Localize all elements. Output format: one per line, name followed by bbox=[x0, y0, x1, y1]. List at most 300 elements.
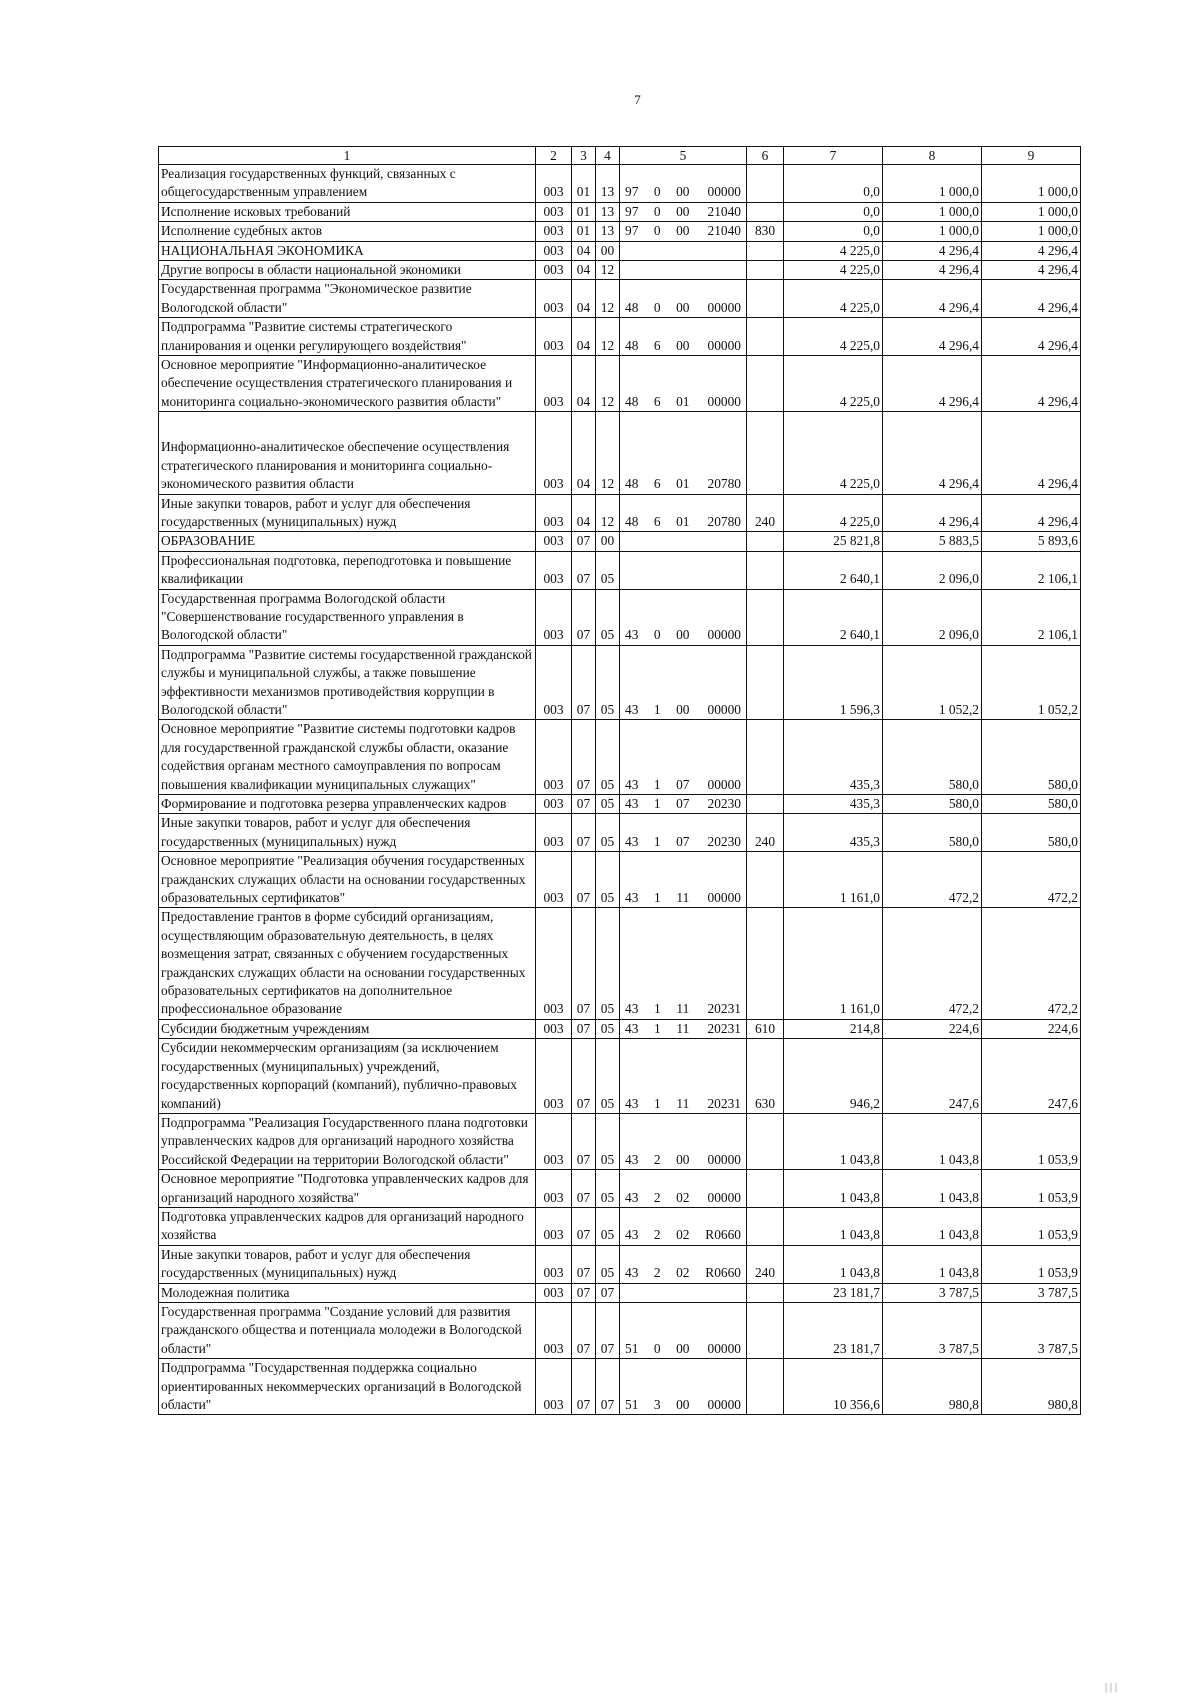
row-description-text: Субсидии некоммерческим организациям (за исключением государственных (муниципальных) учреждений, государственных корпораций (компаний), публично-правовых компаний) bbox=[161, 1040, 517, 1111]
row-description-text: Подпрограмма "Развитие системы государственной гражданской службы и муниципальной службы, а также повышение эффективности механизмов противодействия коррупции в Вологодской области" bbox=[161, 646, 532, 717]
amount-col-9: 1 052,2 bbox=[982, 645, 1081, 720]
row-description-text: Предоставление грантов в форме субсидий организациям, осуществляющим образовательную деятельность, в целях возмещения затрат, связанных с обучением государственных гражданских служащих области на основании государственных образовательных сертификатов на дополнительное профессиональное образование bbox=[161, 909, 526, 1017]
amount-col-7: 1 043,8 bbox=[784, 1245, 883, 1283]
header-col-8: 8 bbox=[883, 147, 982, 165]
amount-col-7: 4 225,0 bbox=[784, 241, 883, 260]
amount-col-9: 224,6 bbox=[982, 1019, 1081, 1038]
table-body bbox=[159, 165, 1081, 1415]
target-article-segment: 2 bbox=[653, 1151, 661, 1167]
row-description bbox=[159, 412, 536, 494]
header-col-4: 4 bbox=[596, 147, 620, 165]
target-article-segment: 11 bbox=[676, 1001, 690, 1017]
target-article-segment: 1 bbox=[653, 701, 661, 717]
amount-col-8: 2 096,0 bbox=[883, 589, 982, 645]
target-article-segment: 97 bbox=[625, 223, 639, 239]
ministry-code: 003 bbox=[536, 795, 572, 814]
expense-type-code bbox=[747, 1302, 784, 1358]
table-row bbox=[159, 908, 1081, 1019]
target-article-segment: 6 bbox=[653, 476, 661, 492]
target-article-segment: 97 bbox=[625, 184, 639, 200]
target-article-segment: 1 bbox=[654, 890, 661, 906]
ministry-code: 003 bbox=[536, 852, 572, 908]
subsection-code: 05 bbox=[596, 1039, 620, 1114]
amount-col-9: 1 053,9 bbox=[982, 1170, 1081, 1208]
target-article-segments bbox=[622, 795, 744, 813]
target-article-segment: 0 bbox=[653, 223, 661, 239]
amount-col-9: 4 296,4 bbox=[982, 280, 1081, 318]
ministry-code: 003 bbox=[536, 532, 572, 551]
target-article-code bbox=[620, 165, 747, 203]
target-article-code bbox=[620, 202, 747, 221]
expense-type-code: 630 bbox=[747, 1039, 784, 1114]
amount-col-7: 4 225,0 bbox=[784, 318, 883, 356]
amount-col-7: 2 640,1 bbox=[784, 589, 883, 645]
target-article-code bbox=[620, 241, 747, 260]
row-description-text: Подпрограмма "Реализация Государственного плана подготовки управленческих кадров для организаций народного хозяйства Российской Федерации на территории Вологодской области" bbox=[161, 1114, 528, 1167]
amount-col-8: 1 000,0 bbox=[883, 222, 982, 241]
subsection-code: 13 bbox=[596, 202, 620, 221]
target-article-segments bbox=[622, 889, 744, 907]
target-article-segment: 00 bbox=[676, 701, 690, 717]
row-description bbox=[159, 908, 536, 1019]
amount-col-7: 2 640,1 bbox=[784, 551, 883, 589]
target-article-segment: 00 bbox=[676, 203, 690, 219]
section-code: 07 bbox=[572, 1302, 596, 1358]
amount-col-9: 2 106,1 bbox=[982, 589, 1081, 645]
row-description-text: Молодежная политика bbox=[161, 1284, 290, 1300]
subsection-code: 13 bbox=[596, 222, 620, 241]
subsection-code: 05 bbox=[596, 908, 620, 1019]
target-article-segment: 00 bbox=[676, 337, 690, 353]
amount-col-7: 4 225,0 bbox=[784, 412, 883, 494]
row-description-text: Иные закупки товаров, работ и услуг для обеспечения государственных (муниципальных) нужд bbox=[161, 495, 471, 529]
section-code: 07 bbox=[572, 1359, 596, 1415]
target-article-segment: 20230 bbox=[707, 796, 741, 811]
target-article-code bbox=[620, 1039, 747, 1114]
target-article-segment: 51 bbox=[625, 1340, 639, 1356]
section-code: 04 bbox=[572, 280, 596, 318]
amount-col-7: 4 225,0 bbox=[784, 261, 883, 280]
ministry-code: 003 bbox=[536, 1019, 572, 1038]
target-article-segment: 07 bbox=[676, 796, 690, 811]
target-article-segment: 43 bbox=[625, 1189, 639, 1205]
expense-type-code bbox=[747, 280, 784, 318]
expense-type-code bbox=[747, 551, 784, 589]
target-article-segment: 02 bbox=[676, 1189, 690, 1205]
amount-col-8: 1 043,8 bbox=[883, 1207, 982, 1245]
section-code: 04 bbox=[572, 494, 596, 532]
target-article-segments bbox=[622, 626, 744, 644]
target-article-segments bbox=[622, 203, 744, 221]
target-article-code bbox=[620, 1302, 747, 1358]
target-article-segment: R0660 bbox=[705, 1227, 741, 1243]
section-code: 07 bbox=[572, 1245, 596, 1283]
target-article-code bbox=[620, 261, 747, 280]
expense-type-code: 240 bbox=[747, 1245, 784, 1283]
target-article-segment: 11 bbox=[676, 1020, 690, 1036]
table-header-row bbox=[159, 147, 1081, 165]
table-row bbox=[159, 795, 1081, 814]
target-article-code bbox=[620, 532, 747, 551]
amount-col-7: 4 225,0 bbox=[784, 280, 883, 318]
amount-col-9: 1 053,9 bbox=[982, 1245, 1081, 1283]
target-article-code bbox=[620, 1283, 747, 1302]
expense-type-code bbox=[747, 852, 784, 908]
ministry-code: 003 bbox=[536, 412, 572, 494]
target-article-segment: 01 bbox=[676, 393, 690, 409]
amount-col-7: 4 225,0 bbox=[784, 494, 883, 532]
section-code: 07 bbox=[572, 1170, 596, 1208]
amount-col-8: 472,2 bbox=[883, 908, 982, 1019]
subsection-code: 05 bbox=[596, 1113, 620, 1169]
target-article-segment: 00000 bbox=[707, 1151, 741, 1167]
table-row bbox=[159, 645, 1081, 720]
target-article-code bbox=[620, 280, 747, 318]
amount-col-9: 1 000,0 bbox=[982, 202, 1081, 221]
target-article-segment: 1 bbox=[654, 1020, 661, 1036]
ministry-code: 003 bbox=[536, 494, 572, 532]
target-article-segment: 00 bbox=[676, 1340, 690, 1356]
header-col-2: 2 bbox=[536, 147, 572, 165]
target-article-segment: 00000 bbox=[707, 299, 741, 315]
header-col-5: 5 bbox=[620, 147, 747, 165]
target-article-code bbox=[620, 852, 747, 908]
amount-col-9: 3 787,5 bbox=[982, 1283, 1081, 1302]
amount-col-9: 580,0 bbox=[982, 795, 1081, 814]
amount-col-8: 472,2 bbox=[883, 852, 982, 908]
subsection-code: 12 bbox=[596, 356, 620, 412]
target-article-code bbox=[620, 908, 747, 1019]
amount-col-7: 0,0 bbox=[784, 202, 883, 221]
amount-col-8: 1 052,2 bbox=[883, 645, 982, 720]
amount-col-8: 4 296,4 bbox=[883, 241, 982, 260]
ministry-code: 003 bbox=[536, 551, 572, 589]
amount-col-7: 1 043,8 bbox=[784, 1207, 883, 1245]
target-article-segment: 48 bbox=[625, 337, 639, 353]
target-article-code bbox=[620, 412, 747, 494]
row-description-text: Субсидии бюджетным учреждениям bbox=[161, 1020, 370, 1036]
subsection-code: 05 bbox=[596, 589, 620, 645]
amount-col-9: 472,2 bbox=[982, 852, 1081, 908]
row-description bbox=[159, 1113, 536, 1169]
table-row bbox=[159, 412, 1081, 494]
row-description-text: Информационно-аналитическое обеспечение осуществления стратегического планирования и мониторинга социально-экономического развития области bbox=[161, 439, 510, 492]
header-col-1: 1 bbox=[159, 147, 536, 165]
section-code: 07 bbox=[572, 1113, 596, 1169]
subsection-code: 07 bbox=[596, 1283, 620, 1302]
header-col-9: 9 bbox=[982, 147, 1081, 165]
table-row bbox=[159, 202, 1081, 221]
amount-col-8: 247,6 bbox=[883, 1039, 982, 1114]
row-description bbox=[159, 1170, 536, 1208]
table-row bbox=[159, 589, 1081, 645]
target-article-segments bbox=[622, 776, 744, 794]
scan-artifact: ||| bbox=[1104, 1682, 1120, 1693]
row-description-text: Подготовка управленческих кадров для организаций народного хозяйства bbox=[161, 1208, 524, 1243]
target-article-segment: 6 bbox=[653, 337, 661, 353]
ministry-code: 003 bbox=[536, 720, 572, 795]
target-article-segment: 43 bbox=[625, 701, 639, 717]
target-article-segments bbox=[622, 1095, 744, 1113]
amount-col-8: 224,6 bbox=[883, 1019, 982, 1038]
target-article-segment: 01 bbox=[676, 513, 690, 529]
section-code: 07 bbox=[572, 814, 596, 852]
table-row bbox=[159, 1359, 1081, 1415]
row-description-text: Другие вопросы в области национальной экономики bbox=[161, 262, 461, 278]
expense-type-code bbox=[747, 318, 784, 356]
amount-col-8: 4 296,4 bbox=[883, 412, 982, 494]
target-article-segment: 00000 bbox=[707, 1340, 741, 1356]
subsection-code: 05 bbox=[596, 1207, 620, 1245]
table-row bbox=[159, 1245, 1081, 1283]
table-row bbox=[159, 222, 1081, 241]
amount-col-9: 4 296,4 bbox=[982, 241, 1081, 260]
target-article-segment: 6 bbox=[653, 393, 661, 409]
section-code: 04 bbox=[572, 412, 596, 494]
target-article-segment: 00000 bbox=[707, 184, 741, 200]
section-code: 01 bbox=[572, 222, 596, 241]
target-article-segments bbox=[622, 1020, 744, 1038]
table-row bbox=[159, 1039, 1081, 1114]
ministry-code: 003 bbox=[536, 814, 572, 852]
subsection-code: 00 bbox=[596, 241, 620, 260]
table-row bbox=[159, 852, 1081, 908]
target-article-segment: 11 bbox=[676, 1095, 690, 1111]
target-article-segment: 1 bbox=[653, 776, 661, 792]
amount-col-9: 5 893,6 bbox=[982, 532, 1081, 551]
row-description bbox=[159, 494, 536, 532]
table-row bbox=[159, 1170, 1081, 1208]
target-article-segment: 20230 bbox=[707, 833, 741, 849]
section-code: 07 bbox=[572, 720, 596, 795]
section-code: 07 bbox=[572, 1019, 596, 1038]
target-article-segment: 48 bbox=[625, 393, 639, 409]
target-article-code bbox=[620, 1245, 747, 1283]
amount-col-9: 472,2 bbox=[982, 908, 1081, 1019]
target-article-code bbox=[620, 222, 747, 241]
target-article-code bbox=[620, 356, 747, 412]
amount-col-8: 4 296,4 bbox=[883, 318, 982, 356]
expense-type-code: 240 bbox=[747, 814, 784, 852]
section-code: 07 bbox=[572, 852, 596, 908]
target-article-segment: 2 bbox=[653, 1265, 661, 1281]
section-code: 07 bbox=[572, 551, 596, 589]
target-article-segment: 43 bbox=[625, 627, 639, 643]
expense-type-code: 610 bbox=[747, 1019, 784, 1038]
expense-type-code bbox=[747, 1207, 784, 1245]
amount-col-8: 1 000,0 bbox=[883, 202, 982, 221]
amount-col-8: 980,8 bbox=[883, 1359, 982, 1415]
amount-col-7: 10 356,6 bbox=[784, 1359, 883, 1415]
table-row bbox=[159, 241, 1081, 260]
amount-col-9: 980,8 bbox=[982, 1359, 1081, 1415]
subsection-code: 05 bbox=[596, 720, 620, 795]
row-description bbox=[159, 795, 536, 814]
row-description-text: Исполнение исковых требований bbox=[161, 203, 351, 219]
row-description-text: Исполнение судебных актов bbox=[161, 223, 323, 239]
row-description-text: Основное мероприятие "Развитие системы подготовки кадров для государственной гражданской службы области, оказание содействия органам местного самоуправления по вопросам повышения квалификации муниципальных служащих" bbox=[161, 721, 516, 792]
target-article-segment: 02 bbox=[676, 1227, 690, 1243]
row-description-text: Подпрограмма "Государственная поддержка социально ориентированных некоммерческих организаций в Вологодской области" bbox=[161, 1360, 522, 1412]
target-article-segment: 43 bbox=[625, 1001, 639, 1017]
table-row bbox=[159, 165, 1081, 203]
subsection-code: 05 bbox=[596, 852, 620, 908]
section-code: 01 bbox=[572, 202, 596, 221]
target-article-segments bbox=[622, 393, 744, 411]
ministry-code: 003 bbox=[536, 1359, 572, 1415]
amount-col-7: 23 181,7 bbox=[784, 1283, 883, 1302]
amount-col-8: 580,0 bbox=[883, 795, 982, 814]
ministry-code: 003 bbox=[536, 280, 572, 318]
amount-col-9: 580,0 bbox=[982, 814, 1081, 852]
amount-col-7: 1 043,8 bbox=[784, 1113, 883, 1169]
target-article-segment: 2 bbox=[653, 1227, 661, 1243]
section-code: 07 bbox=[572, 645, 596, 720]
target-article-segment: 07 bbox=[676, 833, 690, 849]
target-article-code bbox=[620, 551, 747, 589]
ministry-code: 003 bbox=[536, 318, 572, 356]
amount-col-7: 0,0 bbox=[784, 222, 883, 241]
target-article-code bbox=[620, 720, 747, 795]
target-article-segments bbox=[622, 1226, 744, 1244]
ministry-code: 003 bbox=[536, 1207, 572, 1245]
amount-col-9: 580,0 bbox=[982, 720, 1081, 795]
target-article-segments bbox=[622, 833, 744, 851]
target-article-code bbox=[620, 1207, 747, 1245]
row-description-text: Государственная программа "Экономическое развитие Вологодской области" bbox=[161, 281, 472, 315]
amount-col-7: 435,3 bbox=[784, 720, 883, 795]
row-description bbox=[159, 1207, 536, 1245]
amount-col-8: 3 787,5 bbox=[883, 1283, 982, 1302]
row-description bbox=[159, 318, 536, 356]
target-article-segment: 02 bbox=[676, 1265, 690, 1281]
section-code: 07 bbox=[572, 1207, 596, 1245]
amount-col-9: 4 296,4 bbox=[982, 494, 1081, 532]
expense-type-code bbox=[747, 1359, 784, 1415]
row-description-text: Основное мероприятие "Реализация обучения государственных гражданских служащих области на основании государственных образовательных сертификатов" bbox=[161, 853, 526, 906]
subsection-code: 12 bbox=[596, 280, 620, 318]
row-description-text: ОБРАЗОВАНИЕ bbox=[161, 533, 256, 549]
section-code: 07 bbox=[572, 589, 596, 645]
ministry-code: 003 bbox=[536, 1170, 572, 1208]
target-article-segment: 20780 bbox=[707, 513, 741, 529]
target-article-segment: 00 bbox=[676, 627, 690, 643]
row-description bbox=[159, 1039, 536, 1114]
target-article-segments bbox=[622, 1396, 744, 1414]
amount-col-8: 5 883,5 bbox=[883, 532, 982, 551]
amount-col-7: 1 596,3 bbox=[784, 645, 883, 720]
row-description bbox=[159, 165, 536, 203]
expense-type-code bbox=[747, 532, 784, 551]
expense-type-code bbox=[747, 1170, 784, 1208]
ministry-code: 003 bbox=[536, 589, 572, 645]
amount-col-9: 3 787,5 bbox=[982, 1302, 1081, 1358]
amount-col-7: 214,8 bbox=[784, 1019, 883, 1038]
row-description-text: Реализация государственных функций, связанных с общегосударственным управлением bbox=[161, 166, 456, 200]
target-article-segment: 48 bbox=[625, 299, 639, 315]
subsection-code: 12 bbox=[596, 494, 620, 532]
header-col-3: 3 bbox=[572, 147, 596, 165]
page-number: 7 bbox=[634, 92, 641, 107]
amount-col-7: 1 161,0 bbox=[784, 908, 883, 1019]
row-description bbox=[159, 1283, 536, 1302]
table-row bbox=[159, 356, 1081, 412]
target-article-segment: 21040 bbox=[707, 203, 741, 219]
target-article-segment: 00 bbox=[676, 299, 690, 315]
target-article-segment: 21040 bbox=[707, 223, 741, 239]
target-article-segment: 20231 bbox=[707, 1001, 741, 1017]
amount-col-8: 1 043,8 bbox=[883, 1170, 982, 1208]
target-article-segment: R0660 bbox=[705, 1265, 741, 1281]
ministry-code: 003 bbox=[536, 1113, 572, 1169]
target-article-segment: 07 bbox=[676, 776, 690, 792]
subsection-code: 05 bbox=[596, 1170, 620, 1208]
amount-col-7: 1 161,0 bbox=[784, 852, 883, 908]
table-row bbox=[159, 814, 1081, 852]
budget-table bbox=[158, 146, 1081, 1415]
expense-type-code: 240 bbox=[747, 494, 784, 532]
row-description bbox=[159, 551, 536, 589]
target-article-segment: 43 bbox=[625, 1265, 639, 1281]
target-article-segment: 00000 bbox=[707, 627, 741, 643]
target-article-segment: 43 bbox=[625, 890, 639, 906]
target-article-segment: 0 bbox=[653, 203, 661, 219]
amount-col-9: 247,6 bbox=[982, 1039, 1081, 1114]
ministry-code: 003 bbox=[536, 908, 572, 1019]
amount-col-9: 1 053,9 bbox=[982, 1207, 1081, 1245]
target-article-segment: 48 bbox=[625, 476, 639, 492]
subsection-code: 05 bbox=[596, 645, 620, 720]
target-article-segment: 11 bbox=[676, 890, 690, 906]
target-article-segment: 00 bbox=[676, 184, 690, 200]
ministry-code: 003 bbox=[536, 1302, 572, 1358]
target-article-segment: 97 bbox=[625, 203, 639, 219]
amount-col-9: 4 296,4 bbox=[982, 356, 1081, 412]
amount-col-9: 1 053,9 bbox=[982, 1113, 1081, 1169]
amount-col-9: 4 296,4 bbox=[982, 318, 1081, 356]
row-description bbox=[159, 589, 536, 645]
amount-col-9: 1 000,0 bbox=[982, 165, 1081, 203]
expense-type-code bbox=[747, 261, 784, 280]
table-row bbox=[159, 1113, 1081, 1169]
target-article-segments bbox=[622, 1340, 744, 1358]
row-description-text: Государственная программа "Создание условий для развития гражданского общества и потенциала молодежи в Вологодской области" bbox=[161, 1303, 522, 1356]
table-row bbox=[159, 1019, 1081, 1038]
row-description-text: Государственная программа Вологодской области "Совершенствование государственного управления в Вологодской области" bbox=[161, 590, 464, 643]
ministry-code: 003 bbox=[536, 356, 572, 412]
amount-col-8: 4 296,4 bbox=[883, 280, 982, 318]
section-code: 07 bbox=[572, 795, 596, 814]
target-article-code bbox=[620, 795, 747, 814]
row-description bbox=[159, 202, 536, 221]
section-code: 07 bbox=[572, 1039, 596, 1114]
section-code: 04 bbox=[572, 318, 596, 356]
target-article-segment: 00000 bbox=[707, 890, 741, 906]
header-col-7: 7 bbox=[784, 147, 883, 165]
target-article-segment: 1 bbox=[654, 1001, 661, 1017]
amount-col-7: 435,3 bbox=[784, 814, 883, 852]
target-article-code bbox=[620, 589, 747, 645]
target-article-segment: 00000 bbox=[707, 776, 741, 792]
subsection-code: 07 bbox=[596, 1359, 620, 1415]
row-description bbox=[159, 1019, 536, 1038]
target-article-segments bbox=[622, 337, 744, 355]
row-description bbox=[159, 852, 536, 908]
target-article-segments bbox=[622, 1000, 744, 1018]
target-article-segment: 20231 bbox=[707, 1095, 741, 1111]
expense-type-code bbox=[747, 412, 784, 494]
target-article-code bbox=[620, 1359, 747, 1415]
